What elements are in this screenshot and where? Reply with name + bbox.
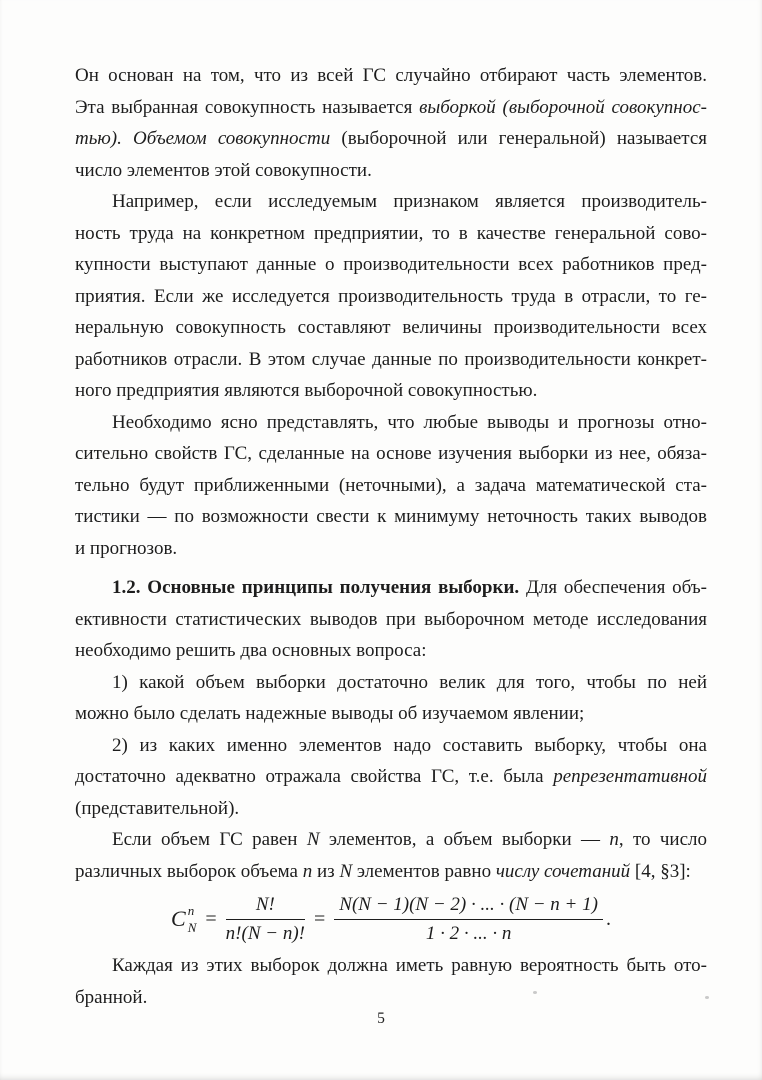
scan-speck xyxy=(533,991,537,994)
text-run: числу сочетаний xyxy=(495,860,631,882)
text-run: тистики — по возможности свести к минимуму неточность таких выводов xyxy=(75,506,707,527)
text-line xyxy=(75,730,707,762)
text-line xyxy=(75,470,707,502)
text-run: N xyxy=(306,829,320,850)
text-run: неральную совокупность составляют величины производительности всех xyxy=(75,317,707,338)
text-run: Для обеспечения объ- xyxy=(519,577,708,598)
text-line xyxy=(75,982,707,1014)
text-run: Эта выбранная совокупность называется xyxy=(75,96,420,118)
text-run: Если объем ГС равен xyxy=(112,829,307,850)
text-run: Он основан на том, что из всей ГС случайно отбирают часть элементов. xyxy=(75,65,707,86)
text-line xyxy=(75,344,707,376)
text-line xyxy=(75,698,707,730)
equals-sign: = xyxy=(313,907,326,930)
formula-period: . xyxy=(605,907,611,930)
text-run: работников отрасли. В этом случае данные по производительности конкрет- xyxy=(75,348,707,370)
formula-superscript: n xyxy=(187,903,195,918)
combinations-formula xyxy=(75,890,707,948)
text-run: Каждая из этих выборок должна иметь равную вероятность быть ото- xyxy=(112,955,707,976)
text-line xyxy=(75,155,707,187)
text-run: ного предприятия являются выборочной совокупностью. xyxy=(75,380,538,401)
text-run: можно было сделать надежные выводы об изучаемом явлении; xyxy=(75,703,585,724)
text-line xyxy=(75,375,707,407)
fraction-numerator: N(N − 1)(N − 2) · ... · (N − n + 1) xyxy=(334,893,603,920)
text-run: сительно свойств ГС, сделанные на основе изучения выборки из нее, обяза- xyxy=(75,443,707,464)
paragraph xyxy=(75,824,707,887)
formula-subscript: N xyxy=(187,920,197,935)
text-run: ность труда на конкретном предприятии, то в качестве генеральной сово- xyxy=(75,222,707,244)
section-heading-paragraph xyxy=(75,572,707,667)
text-run: (выборочной или генеральной) называется xyxy=(341,128,707,149)
text-line xyxy=(75,950,707,982)
paragraph xyxy=(75,730,707,825)
fraction-expanded xyxy=(334,893,603,946)
text-run: Например, если исследуемым признаком является производитель- xyxy=(112,191,707,212)
text-run: [4, §3]: xyxy=(630,860,691,882)
text-line xyxy=(75,856,707,888)
text-run: тельно будут приближенными (неточными), а задача математической ста- xyxy=(75,474,707,496)
formula-symbol: C xyxy=(171,906,186,931)
text-run: элементов, а объем выборки — xyxy=(319,829,610,850)
text-run: бранной. xyxy=(75,986,148,1008)
text-line xyxy=(75,533,707,565)
text-run: из xyxy=(312,860,340,882)
scan-speck xyxy=(705,996,709,999)
text-run: достаточно адекватно отражала свойства ГС, т.е. была xyxy=(75,766,554,787)
text-run: необходимо решить два основных вопроса: xyxy=(75,640,427,661)
text-run: , то число xyxy=(618,829,707,850)
paragraph xyxy=(75,407,707,565)
text-run: 1) какой объем выборки достаточно велик для того, чтобы по ней xyxy=(112,671,707,693)
paragraph xyxy=(75,667,707,730)
formula-scripts xyxy=(188,904,197,934)
text-line xyxy=(75,761,707,793)
text-line xyxy=(75,572,707,604)
paragraph xyxy=(75,186,707,407)
text-run: ективности статистических выводов при выборочном методе исследования xyxy=(75,608,707,630)
text-line xyxy=(75,501,707,533)
text-line xyxy=(75,281,707,313)
text-line xyxy=(75,186,707,218)
text-run: и прогнозов. xyxy=(75,537,178,559)
text-run: N xyxy=(339,860,353,882)
fraction-denominator: 1 · 2 · ... · n xyxy=(425,922,512,944)
text-run: приятия. Если же исследуется производительность труда в отрасли, то ге- xyxy=(75,285,707,307)
text-line xyxy=(75,92,707,124)
text-run: выборкой (выборочной совокупнос- xyxy=(419,96,707,118)
fraction-factorial xyxy=(226,893,305,946)
fraction-numerator: N! xyxy=(226,893,305,920)
text-run: (представительной). xyxy=(75,797,240,819)
page-number: 5 xyxy=(377,1010,385,1027)
text-run: Необходимо ясно представлять, что любые выводы и прогнозы отно- xyxy=(112,411,707,433)
paragraph xyxy=(75,950,707,1013)
text-run: тью). Объемом совокупности xyxy=(75,128,342,149)
text-run: репрезентативной xyxy=(553,766,707,787)
fraction-denominator: n!(N − n)! xyxy=(225,922,305,944)
paragraph xyxy=(75,60,707,186)
body-paragraphs-bottom xyxy=(75,950,707,1013)
text-line xyxy=(75,123,707,155)
text-line xyxy=(75,218,707,250)
text-line xyxy=(75,60,707,92)
text-line xyxy=(75,312,707,344)
text-run: число элементов этой совокупности. xyxy=(75,159,372,181)
text-run: 2) из каких именно элементов надо составить выборку, чтобы она xyxy=(112,734,707,756)
text-line xyxy=(75,438,707,470)
text-line xyxy=(75,635,707,667)
text-run: элементов равно xyxy=(352,860,496,882)
text-block xyxy=(75,60,707,1013)
text-line xyxy=(75,249,707,281)
body-paragraphs-top xyxy=(75,60,707,887)
text-line xyxy=(75,824,707,856)
text-run: n xyxy=(302,860,313,882)
text-line xyxy=(75,604,707,636)
text-run: купности выступают данные о производительности всех работников пред- xyxy=(75,254,707,275)
text-line xyxy=(75,407,707,439)
text-run: 1.2. Основные принципы получения выборки. xyxy=(112,577,520,598)
text-run: различных выборок объема xyxy=(75,860,303,882)
text-run: n xyxy=(609,829,619,850)
text-line xyxy=(75,793,707,825)
equals-sign: = xyxy=(205,907,217,930)
formula-lhs xyxy=(171,904,196,934)
text-line xyxy=(75,667,707,699)
